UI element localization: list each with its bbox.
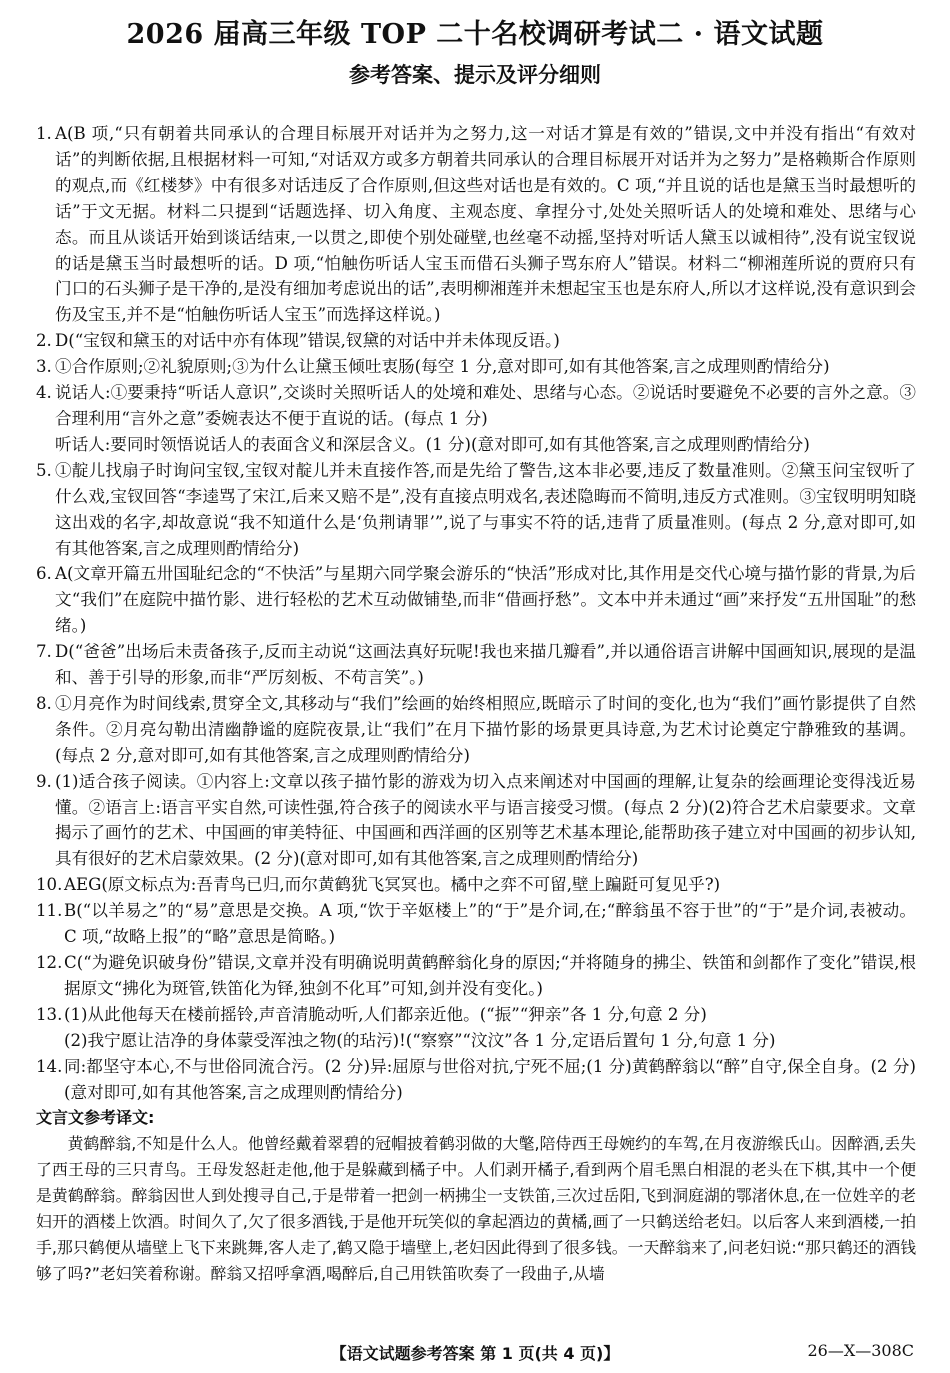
answer-text: (1)从此他每天在楼前摇铃,声音清脆动听,人们都亲近他。(“振”“狎亲”各 1 分,句意 2 分) [64,1004,707,1024]
answer-item-13: 13. (1)从此他每天在楼前摇铃,声音清脆动听,人们都亲近他。(“振”“狎亲”各 1 分,句意 2 分) (2)我宁愿让洁净的身体蒙受浑浊之物(的玷污)!(“察察”“汶汶”各 1 分,定语后置句 1 分,句意 1 分) [36,1002,916,1054]
answer-text: D(“宝钗和黛玉的对话中亦有体现”错误,钗黛的对话中并未体现反语。) [55,331,560,351]
answer-item-9: 9. (1)适合孩子阅读。①内容上:文章以孩子描竹影的游戏为切入点来阐述对中国画的理解,让复杂的绘画理论变得浅近易懂。②语言上:语言平实自然,可读性强,符合孩子的阅读水平与语言接受习惯。(每点 2 分)(2)符合艺术启蒙要求。文章揭示了画竹的艺术、中国画的审美特征、中国画和西洋画的区别等艺术基本理论,能帮助孩子建立对中国画的初步认知,具有很好的艺术启蒙效果。(2 分)(意对即可,如有其他答案,言之成理则酌情给分) [36,771,916,869]
answer-text: (1)适合孩子阅读。①内容上:文章以孩子描竹影的游戏为切入点来阐述对中国画的理解,让复杂的绘画理论变得浅近易懂。②语言上:语言平实自然,可读性强,符合孩子的阅读水平与语言接受习惯。(每点 2 分)(2)符合艺术启蒙要求。文章揭示了画竹的艺术、中国画的审美特征、中国画和西洋画的区别等艺术基本理论,能帮助孩子建立对中国画的初步认知,具有很好的艺术启蒙效果。(2 分)(意对即可,如有其他答案,言之成理则酌情给分) [55,771,916,869]
answer-text: A(文章开篇五卅国耻纪念的“不快活”与星期六同学聚会游乐的“快活”形成对比,其作用是交代心境与描竹影的背景,为后文“我们”在庭院中描竹影、进行轻松的艺术互动做铺垫,而非“借画抒愁”。文本中并未通过“画”来抒发“五卅国耻”的愁绪。) [55,564,916,636]
answer-text: ①月亮作为时间线索,贯穿全文,其移动与“我们”绘画的始终相照应,既暗示了时间的变化,也为“我们”画竹影提供了自然条件。②月亮勾勒出清幽静谧的庭院夜景,让“我们”在月下描竹影的场景更具诗意,为艺术讨论奠定宁静雅致的基调。(每点 2 分,意对即可,如有其他答案,言之成理则酌情给分) [55,693,916,765]
page-footer [0,1341,950,1367]
answer-item-5: 5. ①靛儿找扇子时询问宝钗,宝钗对靛儿并未直接作答,而是先给了警告,这本非必要,违反了数量准则。②黛玉问宝钗听了什么戏,宝钗回答“李逵骂了宋江,后来又赔不是”,没有直接点明戏名,表述隐晦而不简明,违反方式准则。③宝钗明明知晓这出戏的名字,却故意说“我不知道什么是‘负荆请罪’”,说了与事实不符的话,违背了质量准则。(每点 2 分,意对即可,如有其他答案,言之成理则酌情给分) [36,460,916,558]
translation-heading: 文言文参考译文: [36,1108,155,1128]
page-subtitle: 参考答案、提示及评分细则 [349,62,601,87]
answer-text: 说话人:①要秉持“听话人意识”,交谈时关照听话人的处境和难处、思绪与心态。②说话时要避免不必要的言外之意。③合理利用“言外之意”委婉表达不便于直说的话。(每点 1 分) [55,383,916,428]
page-title: 2026 届高三年级 TOP 二十名校调研考试二 · 语文试题 [126,19,824,50]
answer-item-4: 4. 说话人:①要秉持“听话人意识”,交谈时关照听话人的处境和难处、思绪与心态。②说话时要避免不必要的言外之意。③合理利用“言外之意”委婉表达不便于直说的话。(每点 1 分) 听话人:要同时领悟说话人的表面含义和深层含义。(1 分)(意对即可,如有其他答案,言之成理则酌情给分) [36,380,916,458]
answer-item-14: 14. 同:都坚守本心,不与世俗同流合污。(2 分)异:屈原与世俗对抗,宁死不屈;(1 分)黄鹤醉翁以“醉”自守,保全自身。(2 分)(意对即可,如有其他答案,言之成理则酌情给分) [36,1056,916,1102]
answer-text: AEG(原文标点为:吾青鸟已归,而尔黄鹤犹飞冥冥也。橘中之弈不可留,壁上蹁跹可复见乎?) [64,875,721,895]
answer-item-12: 12. C(“为避免识破身份”错误,文章并没有明确说明黄鹤醉翁化身的原因;“并将随身的拂尘、铁笛和剑都作了变化”错误,根据原文“拂化为斑管,铁笛化为铎,独剑不化耳”可知,剑并没有变化。) [36,953,916,998]
answer-item-3: 3. ①合作原则;②礼貌原则;③为什么让黛玉倾吐衷肠(每空 1 分,意对即可,如有其他答案,言之成理则酌情给分) [36,357,830,377]
answer-text: 同:都坚守本心,不与世俗同流合污。(2 分)异:屈原与世俗对抗,宁死不屈;(1 分)黄鹤醉翁以“醉”自守,保全自身。(2 分)(意对即可,如有其他答案,言之成理则酌情给分) [64,1056,916,1102]
answer-item-1: 1. A(B 项,“只有朝着共同承认的合理目标展开对话并为之努力,这一对话才算是有效的”错误,文中并没有指出“有效对话”的判断依据,且根据材料一可知,“对话双方或多方朝着共同承认的合理目标展开对话并为之努力”是格赖斯合作原则的观点,而《红楼梦》中有很多对话违反了合作原则,但这些对话也是有效的。C 项,“并且说的话也是黛玉当时最想听的话”于文无据。材料二只提到“话题选择、切入角度、主观态度、拿捏分寸,处处关照听话人的处境和难处、思绪与心态。而且从谈话开始到谈话结束,一以贯之,即使个别处碰壁,也丝毫不动摇,坚持对听话人黛玉以诚相待”,没有说宝钗说的话是黛玉当时最想听的话。D 项,“怕触伤听话人宝玉而借石头狮子骂东府人”错误。材料二“柳湘莲所说的贾府只有门口的石头狮子是干净的,是没有细加考虑说出的话”,表明柳湘莲并未想起宝玉也是东府人,所以才这样说,没有意识到会伤及宝玉,并不是“怕触伤听话人宝玉”而选择这样说。) [36,124,916,325]
answer-item-10: 10. AEG(原文标点为:吾青鸟已归,而尔黄鹤犹飞冥冥也。橘中之弈不可留,壁上蹁跹可复见乎?) [36,875,721,895]
footer-paper-code: 26—X—308C [807,1341,914,1360]
translation-body: 黄鹤醉翁,不知是什么人。他曾经戴着翠碧的冠帽披着鹤羽做的大氅,陪侍西王母婉约的车驾,在月夜游缑氏山。因醉酒,丢失了西王母的三只青鸟。王母发怒赶走他,他于是躲藏到橘子中。人们剥开橘子,看到两个眉毛黑白相混的老头在下棋,其中一个便是黄鹤醉翁。醉翁因世人到处搜寻自己,于是带着一把剑一柄拂尘一支铁笛,三次过岳阳,飞到洞庭湖的鄂渚休息,在一位姓辛的老妇开的酒楼上饮酒。时间久了,欠了很多酒钱,于是他开玩笑似的拿起酒边的黄橘,画了一只鹤送给老妇。以后客人来到酒楼,一拍手,那只鹤便从墙壁上飞下来跳舞,客人走了,鹤又隐于墙壁上,老妇因此得到了很多钱。一天醉翁来了,问老妇说:“那只鹤还的酒钱够了吗?”老妇笑着称谢。醉翁又招呼拿酒,喝醉后,自己用铁笛吹奏了一段曲子,从墙 [36,1134,916,1283]
answer-item-6: 6. A(文章开篇五卅国耻纪念的“不快活”与星期六同学聚会游乐的“快活”形成对比,其作用是交代心境与描竹影的背景,为后文“我们”在庭院中描竹影、进行轻松的艺术互动做铺垫,而非“借画抒愁”。文本中并未通过“画”来抒发“五卅国耻”的愁绪。) [36,564,916,636]
answer-text: ①合作原则;②礼貌原则;③为什么让黛玉倾吐衷肠(每空 1 分,意对即可,如有其他答案,言之成理则酌情给分) [55,357,830,377]
answer-item-11: 11. B(“以羊易之”的“易”意思是交换。A 项,“饮于辛妪楼上”的“于”是介词,在;“醉翁虽不容于世”的“于”是介词,表被动。C 项,“故略上报”的“略”意思是简略。) [36,901,916,947]
answer-item-8: 8. ①月亮作为时间线索,贯穿全文,其移动与“我们”绘画的始终相照应,既暗示了时间的变化,也为“我们”画竹影提供了自然条件。②月亮勾勒出清幽静谧的庭院夜景,让“我们”在月下描竹影的场景更具诗意,为艺术讨论奠定宁静雅致的基调。(每点 2 分,意对即可,如有其他答案,言之成理则酌情给分) [36,693,916,765]
footer-page-info: 【语文试题参考答案 第 1 页(共 4 页)】 [330,1344,620,1363]
answers-body [36,121,916,1287]
answer-text: ①靛儿找扇子时询问宝钗,宝钗对靛儿并未直接作答,而是先给了警告,这本非必要,违反了数量准则。②黛玉问宝钗听了什么戏,宝钗回答“李逵骂了宋江,后来又赔不是”,没有直接点明戏名,表述隐晦而不简明,违反方式准则。③宝钗明明知晓这出戏的名字,却故意说“我不知道什么是‘负荆请罪’”,说了与事实不符的话,违背了质量准则。(每点 2 分,意对即可,如有其他答案,言之成理则酌情给分) [55,460,916,558]
answer-item-2: 2. D(“宝钗和黛玉的对话中亦有体现”错误,钗黛的对话中并未体现反语。) [36,331,560,351]
answer-text-continued: 听话人:要同时领悟说话人的表面含义和深层含义。(1 分)(意对即可,如有其他答案,言之成理则酌情给分) [55,434,810,454]
answer-text-continued: (2)我宁愿让洁净的身体蒙受浑浊之物(的玷污)!(“察察”“汶汶”各 1 分,定语后置句 1 分,句意 1 分) [64,1030,776,1050]
answer-text: A(B 项,“只有朝着共同承认的合理目标展开对话并为之努力,这一对话才算是有效的”错误,文中并没有指出“有效对话”的判断依据,且根据材料一可知,“对话双方或多方朝着共同承认的合理目标展开对话并为之努力”是格赖斯合作原则的观点,而《红楼梦》中有很多对话违反了合作原则,但这些对话也是有效的。C 项,“并且说的话也是黛玉当时最想听的话”于文无据。材料二只提到“话题选择、切入角度、主观态度、拿捏分寸,处处关照听话人的处境和难处、思绪与心态。而且从谈话开始到谈话结束,一以贯之,即使个别处碰壁,也丝毫不动摇,坚持对听话人黛玉以诚相待”,没有说宝钗说的话是黛玉当时最想听的话。D 项,“怕触伤听话人宝玉而借石头狮子骂东府人”错误。材料二“柳湘莲所说的贾府只有门口的石头狮子是干净的,是没有细加考虑说出的话”,表明柳湘莲并未想起宝玉也是东府人,所以才这样说,没有意识到会伤及宝玉,并不是“怕触伤听话人宝玉”而选择这样说。) [55,124,916,325]
answer-text: C(“为避免识破身份”错误,文章并没有明确说明黄鹤醉翁化身的原因;“并将随身的拂尘、铁笛和剑都作了变化”错误,根据原文“拂化为斑管,铁笛化为铎,独剑不化耳”可知,剑并没有变化。) [64,953,916,998]
answer-text: D(“爸爸”出场后未责备孩子,反而主动说“这画法真好玩呢!我也来描几瓣看”,并以通俗语言讲解中国画知识,展现的是温和、善于引导的形象,而非“严厉刻板、不苟言笑”。) [55,642,916,688]
answer-text: B(“以羊易之”的“易”意思是交换。A 项,“饮于辛妪楼上”的“于”是介词,在;“醉翁虽不容于世”的“于”是介词,表被动。C 项,“故略上报”的“略”意思是简略。) [64,901,916,947]
answer-item-7: 7. D(“爸爸”出场后未责备孩子,反而主动说“这画法真好玩呢!我也来描几瓣看”,并以通俗语言讲解中国画知识,展现的是温和、善于引导的形象,而非“严厉刻板、不苟言笑”。) [36,642,916,688]
